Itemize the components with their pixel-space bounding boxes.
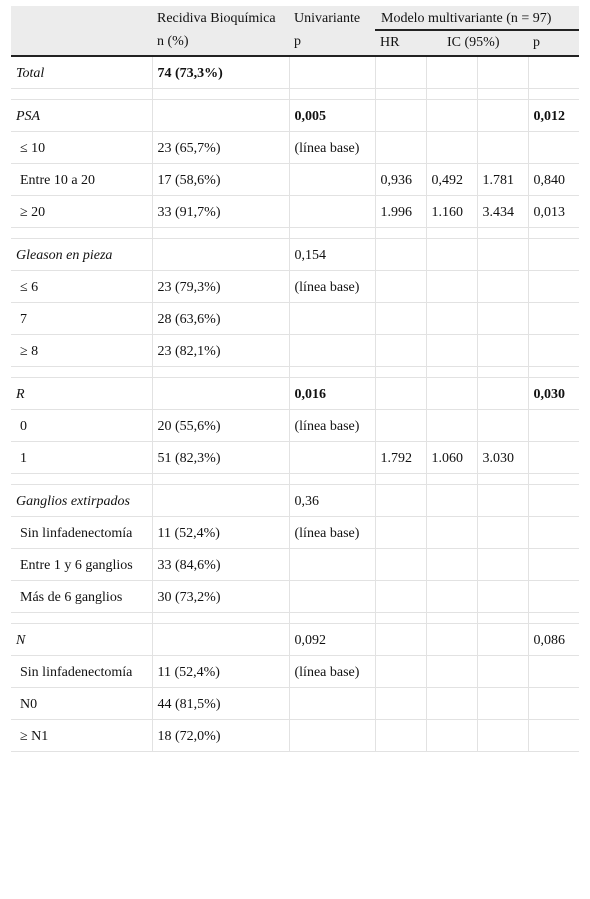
table-row-psa-10-20: [11, 164, 579, 196]
row-label: N0: [11, 688, 152, 720]
header-n-pct: n (%): [152, 30, 289, 56]
header-recidiva: Recidiva Bioquímica: [152, 6, 289, 30]
table-row-n: [11, 624, 579, 656]
row-label: ≤ 6: [11, 271, 152, 303]
row-n-pct: 11 (52,4%): [152, 517, 289, 549]
row-label: Ganglios extirpados: [11, 485, 152, 517]
row-p-univariante: (línea base): [289, 410, 375, 442]
row-label: Más de 6 ganglios: [11, 581, 152, 613]
row-p-multivariante: 0,030: [528, 378, 579, 410]
row-ic-high: 1.781: [477, 164, 528, 196]
header-p-multivariante: p: [528, 30, 579, 56]
row-p-multivariante: 0,086: [528, 624, 579, 656]
table-row-n-sin: [11, 656, 579, 688]
row-label: ≤ 10: [11, 132, 152, 164]
header-p-univariante: p: [289, 30, 375, 56]
row-label: R: [11, 378, 152, 410]
row-hr: 1.792: [375, 442, 426, 474]
row-p-univariante: 0,154: [289, 239, 375, 271]
row-label: N: [11, 624, 152, 656]
row-hr: 1.996: [375, 196, 426, 228]
results-table: [11, 6, 579, 752]
row-ic-high: 3.434: [477, 196, 528, 228]
row-n-pct: 23 (82,1%): [152, 335, 289, 367]
header-univariante: Univariante: [289, 6, 375, 30]
row-p-multivariante: 0,012: [528, 100, 579, 132]
row-n-pct: 51 (82,3%): [152, 442, 289, 474]
row-label: ≥ 8: [11, 335, 152, 367]
row-label: Sin linfadenectomía: [11, 656, 152, 688]
row-p-univariante: 0,092: [289, 624, 375, 656]
row-p-multivariante: 0,013: [528, 196, 579, 228]
table-row-total: [11, 56, 579, 89]
header-multivariante: Modelo multivariante (n = 97): [375, 6, 579, 30]
table-row-n-n1: [11, 720, 579, 752]
row-n-pct: 44 (81,5%): [152, 688, 289, 720]
header-hr: HR: [375, 30, 426, 56]
row-label: ≥ N1: [11, 720, 152, 752]
row-label: 1: [11, 442, 152, 474]
row-label: Total: [11, 56, 152, 89]
row-n-pct: 23 (79,3%): [152, 271, 289, 303]
row-label: Entre 1 y 6 ganglios: [11, 549, 152, 581]
table-row-ganglios-1-6: [11, 549, 579, 581]
row-n-pct: 20 (55,6%): [152, 410, 289, 442]
row-label: ≥ 20: [11, 196, 152, 228]
row-label: Sin linfadenectomía: [11, 517, 152, 549]
row-n-pct: 28 (63,6%): [152, 303, 289, 335]
row-hr: 0,936: [375, 164, 426, 196]
table-row-r-1: [11, 442, 579, 474]
row-n-pct: 33 (91,7%): [152, 196, 289, 228]
table-row-r-0: [11, 410, 579, 442]
table-row-ganglios-sin: [11, 517, 579, 549]
table-row-psa-ge20: [11, 196, 579, 228]
row-p-univariante: 0,36: [289, 485, 375, 517]
table-row-gleason-7: [11, 303, 579, 335]
row-n-pct: 18 (72,0%): [152, 720, 289, 752]
row-p-univariante: (línea base): [289, 271, 375, 303]
row-p-univariante: (línea base): [289, 656, 375, 688]
row-ic-low: 0,492: [426, 164, 477, 196]
table-row-ganglios: [11, 485, 579, 517]
row-ic-low: 1.060: [426, 442, 477, 474]
row-label: Entre 10 a 20: [11, 164, 152, 196]
row-n-pct: 74 (73,3%): [152, 56, 289, 89]
table-row-psa-le10: [11, 132, 579, 164]
row-n-pct: 30 (73,2%): [152, 581, 289, 613]
row-p-univariante: 0,005: [289, 100, 375, 132]
row-ic-high: 3.030: [477, 442, 528, 474]
row-label: PSA: [11, 100, 152, 132]
table-row-gleason: [11, 239, 579, 271]
table-row-n-n0: [11, 688, 579, 720]
table-row-r: [11, 378, 579, 410]
row-p-multivariante: 0,840: [528, 164, 579, 196]
row-n-pct: 11 (52,4%): [152, 656, 289, 688]
row-p-univariante: 0,016: [289, 378, 375, 410]
row-n-pct: 23 (65,7%): [152, 132, 289, 164]
row-label: 7: [11, 303, 152, 335]
row-ic-low: 1.160: [426, 196, 477, 228]
table-row-psa: [11, 100, 579, 132]
row-n-pct: 17 (58,6%): [152, 164, 289, 196]
row-label: Gleason en pieza: [11, 239, 152, 271]
table-row-gleason-ge8: [11, 335, 579, 367]
table-row-ganglios-mas6: [11, 581, 579, 613]
row-p-univariante: (línea base): [289, 517, 375, 549]
header-ic: IC (95%): [426, 30, 528, 56]
table-row-gleason-le6: [11, 271, 579, 303]
row-p-univariante: (línea base): [289, 132, 375, 164]
row-label: 0: [11, 410, 152, 442]
row-n-pct: 33 (84,6%): [152, 549, 289, 581]
